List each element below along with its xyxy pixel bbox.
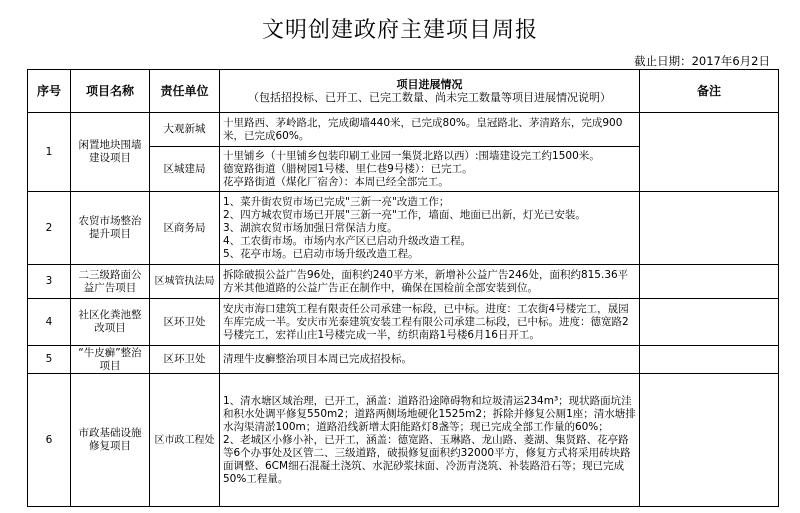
table-row	[28, 192, 779, 265]
row-progress: 清理牛皮癣整治项目本周已完成招投标。	[220, 346, 640, 374]
row-no: 2	[28, 192, 71, 265]
table-row	[28, 299, 779, 346]
row-progress	[220, 192, 640, 265]
progress-line: 十里铺乡（十里铺乡包装印刷工业园一集贤北路以西）:围墙建设完工约1500米。	[223, 149, 600, 162]
row-unit: 区城管执法局	[150, 265, 220, 299]
header-progress-note: （包括招投标、已开工、已完工数量、尚未完工数量等项目进展情况说明）	[248, 91, 611, 104]
header-no: 序号	[28, 70, 71, 113]
project-table	[27, 69, 779, 507]
row-remark	[640, 346, 779, 374]
row-remark	[640, 265, 779, 299]
table-row	[28, 265, 779, 299]
row-unit: 大观新城	[150, 113, 220, 147]
row-project-name: 二三级路面公益广告项目	[71, 265, 150, 299]
row-unit: 区商务局	[150, 192, 220, 265]
progress-line: 5、花亭市场。已启动市场升级改造工程。	[223, 247, 419, 260]
progress-line: 1、菜升街农贸市场已完成"三新一亮"改造工作；	[223, 195, 450, 208]
progress-line: 德宽路街道（腊树园1号楼、里仁巷9号楼）：已完工。	[223, 162, 473, 175]
row-project-name: 市政基础设施修复项目	[71, 374, 150, 507]
progress-line: 2、四方城农贸市场已开展"三新一亮"工作，墙面、地面已出新，灯光已安装。	[223, 208, 586, 221]
row-remark	[640, 113, 779, 192]
row-no: 4	[28, 299, 71, 346]
header-progress-title: 项目进展情况	[396, 78, 463, 91]
row-progress	[220, 374, 640, 507]
progress-line: 3、湖滨农贸市场加强日常保洁力度。	[223, 221, 398, 234]
row-remark	[640, 192, 779, 265]
row-remark	[640, 299, 779, 346]
row-progress: 安庆市海口建筑工程有限责任公司承建一标段，已中标。进度：工农街4号楼完工，晟园车库完成一半。安庆市光泰建筑安装工程有限公司承建二标段，已中标。进度：德宽路2号楼完工，宏祥山庄1号楼完成一半，纺织南路1号楼6月16日开工。	[220, 299, 640, 346]
table-row	[28, 113, 779, 147]
row-unit: 区市政工程处	[150, 374, 220, 507]
progress-line: 4、工农街市场。市场内水产区已启动升级改造工程。	[223, 234, 472, 247]
progress-line: 花亭路街道（煤化厂宿舍）：本周已经全部完工。	[223, 175, 449, 188]
report-title: 文明创建政府主建项目周报	[261, 18, 538, 43]
header-row	[28, 70, 779, 113]
report-date: 截止日期：2017年6月2日	[634, 54, 770, 68]
progress-line: 2、老城区小修小补，已开工，涵盖：德宽路、玉琳路、龙山路、菱湖、集贤路、花亭路等6个办事处及区管二、三级道路，破损修复面积约32000平方，修复方式将采用砖块路面调整、6CM细石混凝土浇筑、水泥砂浆抹面、冷沥青浇筑、补装路沿石等；现已完成50%工程量。	[223, 433, 631, 485]
row-no: 5	[28, 346, 71, 374]
progress-line: 1、清水塘区域治理，已开工，涵盖：道路沿途障碍物和垃圾清运234m³；现状路面坑洼和积水处调平修复550m2；道路两侧场地硬化1525m2；拆除并修复公厕1座；清水塘排水沟渠清淤100m；道路沿线新增太阳能路灯8盏等；现已完成全部工作量的60%；	[223, 394, 636, 433]
row-project-name: 闲置地块围墙建设项目	[71, 113, 150, 192]
row-unit: 区环卫处	[150, 346, 220, 374]
header-remark: 备注	[640, 70, 779, 113]
row-unit: 区城建局	[150, 147, 220, 192]
progress-line: 十里路西、茅岭路北，完成砌墙440米，已完成80%。皇冠路北、茅清路东，完成900米，已完成60%。	[223, 116, 623, 142]
row-progress	[220, 147, 640, 192]
table-row	[28, 374, 779, 507]
row-no: 1	[28, 113, 71, 192]
row-project-name: 农贸市场整治提升项目	[71, 192, 150, 265]
row-no: 6	[28, 374, 71, 507]
row-no: 3	[28, 265, 71, 299]
row-unit: 区环卫处	[150, 299, 220, 346]
row-project-name: 社区化粪池整改项目	[71, 299, 150, 346]
table-row	[28, 346, 779, 374]
row-progress: 拆除破损公益广告96处，面积约240平方米，新增补公益广告246处，面积约815.36平方米其他道路的公益广告正在制作中，确保在国检前全部安装到位。	[220, 265, 640, 299]
header-name: 项目名称	[71, 70, 150, 113]
header-unit: 责任单位	[150, 70, 220, 113]
row-project-name: “牛皮癣”整治项目	[71, 346, 150, 374]
header-progress	[220, 70, 640, 113]
row-remark	[640, 374, 779, 507]
row-progress	[220, 113, 640, 147]
